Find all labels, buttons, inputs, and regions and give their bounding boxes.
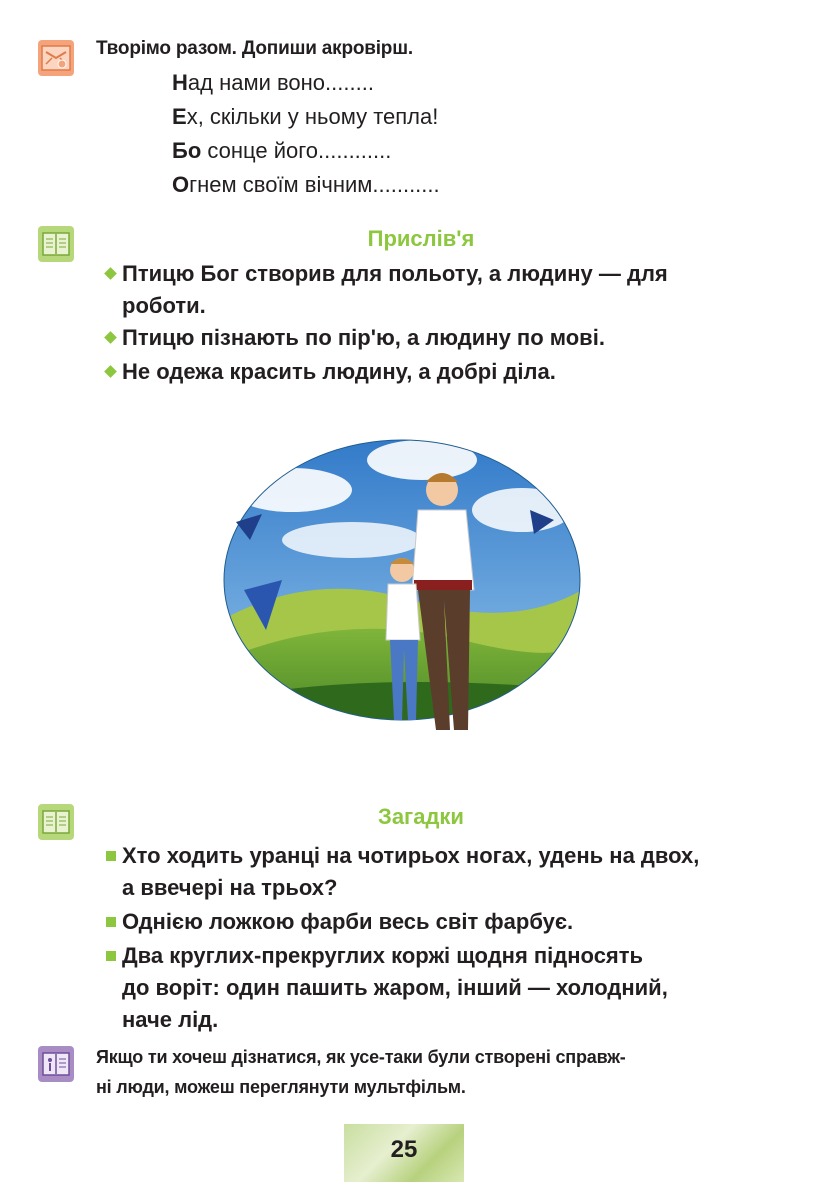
page-number: 25 (390, 1136, 418, 1163)
create-together-icon (38, 40, 74, 76)
acrostic-line: Огнем своїм вічним........... (172, 172, 440, 197)
acrostic-line: Ех, скільки у ньому тепла! (172, 104, 439, 129)
bullet-diamond-icon (104, 365, 117, 378)
list-item-continuation: до воріт: один пашить жаром, інший — холодний, (122, 975, 668, 1000)
task-instruction: Творімо разом. Допиши акровірш. (96, 38, 413, 59)
bullet-diamond-icon (104, 331, 117, 344)
list-item-continuation: наче лід. (122, 1007, 219, 1032)
illustration-father-son (222, 430, 582, 750)
list-item: Птицю пізнають по пір'ю, а людину по мові. (104, 322, 605, 354)
list-item: Однією ложкою фарби весь світ фарбує. (104, 906, 573, 938)
bullet-square-icon (106, 851, 116, 861)
acrostic-line: Бо сонце його............ (172, 138, 392, 163)
proverbs-title: Прислів'я (367, 226, 475, 251)
list-item-continuation: а ввечері на трьох? (122, 875, 338, 900)
acrostic-line: Над нами воно........ (172, 70, 374, 95)
bullet-diamond-icon (104, 267, 117, 280)
info-book-icon (38, 1046, 74, 1082)
note-text: Якщо ти хочеш дізнатися, як усе-таки були створені справж- ні люди, можеш переглянути мультфільм. (96, 1047, 626, 1097)
list-item: Хто ходить уранці на чотирьох ногах, удень на двох, (104, 840, 699, 872)
riddles-title: Загадки (378, 804, 464, 829)
list-item: Птицю Бог створив для польоту, а людину — для (104, 258, 668, 290)
bullet-square-icon (106, 951, 116, 961)
list-item-continuation: роботи. (122, 293, 206, 318)
list-item: Два круглих-прекруглих коржі щодня підносять (104, 940, 643, 972)
book-icon (38, 804, 74, 840)
list-item: Не одежа красить людину, а добрі діла. (104, 356, 556, 388)
book-icon (38, 226, 74, 262)
bullet-square-icon (106, 917, 116, 927)
